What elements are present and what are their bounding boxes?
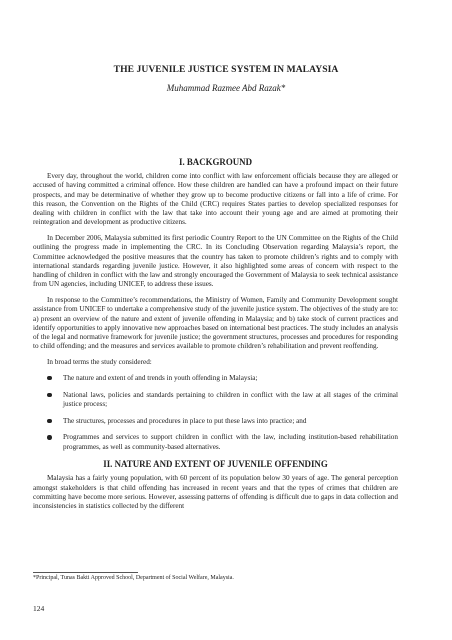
paragraph: In response to the Committee’s recommendations, the Ministry of Women, Family and Community Development sought assistance from UNICEF to undertake a comprehensive study of the juvenile justice system. The objectives of the study are to: a) present an overview of the nature and extent of juvenile offending in Malaysia; and b) take stock of current practices and identify opportunities to apply innovative new approaches based on international best practices. The study includes an analysis of the legal and normative framework for juvenile justice; the government structures, processes and procedures for responding to child offending; and the measures and services available to promote children’s rehabilitation and prevent reoffending.: [33, 296, 398, 351]
bullet-icon: [47, 393, 52, 398]
section-heading-juvenile-offending: II. NATURE AND EXTENT OF JUVENILE OFFENDING: [103, 459, 328, 470]
paragraph: In broad terms the study considered:: [47, 358, 152, 366]
list-item-text: The nature and extent of and trends in youth offending in Malaysia;: [63, 373, 258, 382]
study-scope-list: [33, 374, 398, 452]
list-item-text: Programmes and services to support children in conflict with the law, including institution-based rehabilitation programmes, as well as community-based alternatives.: [63, 433, 398, 451]
list-item: [33, 391, 398, 410]
section-heading-background: I. BACKGROUND: [179, 157, 252, 167]
bullet-icon: [47, 419, 52, 424]
list-item-text: National laws, policies and standards pertaining to children in conflict with the law at all stages of the criminal justice process;: [63, 390, 398, 408]
paper-title: THE JUVENILE JUSTICE SYSTEM IN MALAYSIA: [113, 64, 339, 75]
page-number: 124: [33, 604, 45, 613]
paragraph: Malaysia has a fairly young population, with 60 percent of its population below 30 years of age. The general perception amongst stakeholders is that child offending has increased in recent years and that the types of crimes that children are committing have become more serious. However, assessing patterns of offending is difficult due to gaps in data collection and inconsistencies in statistics collected by the different: [33, 474, 398, 510]
paragraph: In December 2006, Malaysia submitted its first periodic Country Report to the UN Committee on the Rights of the Child outlining the progress made in implementing the CRC. In its Concluding Observation regarding Malaysia’s report, the Committee acknowledged the positive measures that the country has taken to promote children’s rights and to comply with international standards regarding juvenile justice. However, it also highlighted some areas of concern with respect to the handling of children in conflict with the law and strongly encouraged the Government of Malaysia to seek technical assistance from UN agencies, including UNICEF, to address these issues.: [33, 234, 398, 289]
paper-body: [33, 157, 398, 518]
paragraph: Every day, throughout the world, children come into conflict with law enforcement officials because they are alleged or accused of having committed a criminal offence. How these children are handled can have a profound impact on their future prospects, and may be determinative of whether they grow up to become productive citizens or fall into a life of crime. For this reason, the Convention on the Rights of the Child (CRC) requires States parties to develop specialized responses for dealing with children in conflict with the law that take into account their young age and are aimed at promoting their reintegration and development as productive citizens.: [33, 172, 398, 227]
author-name: Muhammad Razmee Abd Razak*: [166, 83, 286, 93]
list-item-text: The structures, processes and procedures in place to put these laws into practice; and: [63, 416, 307, 425]
list-item: [33, 433, 398, 452]
footnote-divider: [33, 572, 138, 573]
bullet-icon: [47, 376, 52, 381]
list-item: [33, 417, 398, 426]
author-footnote: *Principal, Tunas Bakti Approved School, Department of Social Welfare, Malaysia.: [33, 575, 234, 581]
list-item: [33, 374, 398, 383]
bullet-icon: [47, 435, 52, 440]
